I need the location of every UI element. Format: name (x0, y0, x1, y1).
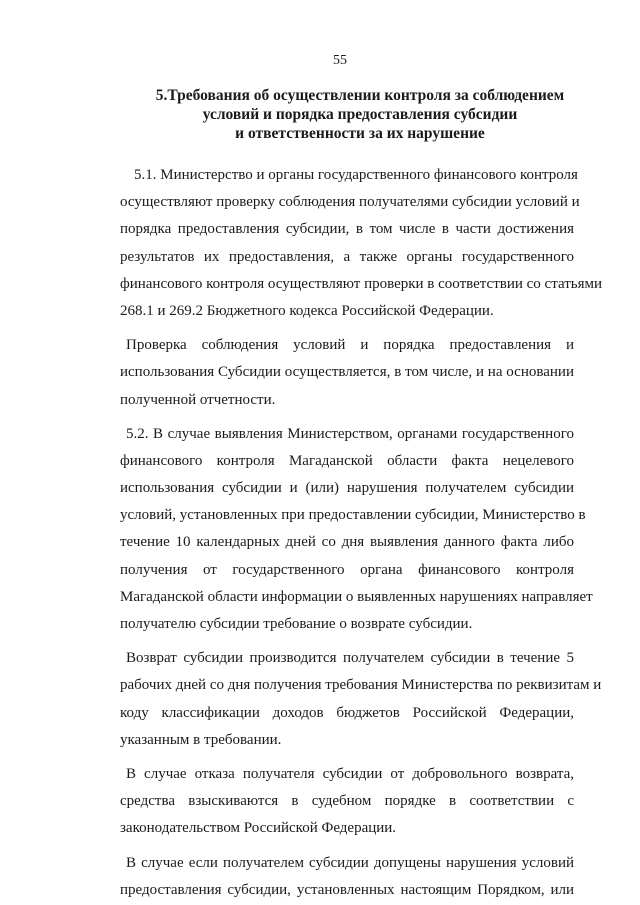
text-line: порядка предоставления субсидии, в том числе в части достижения (120, 221, 574, 238)
text-line: финансового контроля осуществляют проверки в соответствии со статьями (120, 275, 603, 292)
text-line: 5.1. Министерство и органы государственного финансового контроля (134, 167, 578, 183)
paragraph-5-2 (120, 421, 593, 639)
text-line: 5.2. В случае выявления Министерством, органами государственного (126, 425, 574, 442)
section-heading-line: условий и порядка предоставления субсидии (202, 106, 518, 123)
text-line: результатов их предоставления, а также органы государственного (120, 248, 574, 265)
text-line: осуществляют проверку соблюдения получателями субсидии условий и (120, 194, 580, 211)
text-line: Возврат субсидии производится получателем субсидии в течение 5 (126, 650, 574, 667)
page-number: 55 (333, 53, 347, 68)
text-line: Магаданской области информации о выявленных нарушениях направляет (120, 588, 593, 605)
text-line: указанным в требовании. (120, 731, 282, 748)
text-line: В случае если получателем субсидии допущены нарушения условий (126, 854, 574, 871)
text-line: коду классификации доходов бюджетов Российской Федерации, (120, 704, 574, 721)
text-line: получения от государственного органа финансового контроля (120, 561, 574, 578)
text-line: полученной отчетности. (120, 391, 276, 408)
text-line: условий, установленных при предоставлении субсидии, Министерство в (120, 507, 586, 524)
text-line: рабочих дней со дня получения требования Министерства по реквизитам и (120, 677, 602, 694)
text-line: предоставления субсидии, установленных настоящим Порядком, или (120, 881, 574, 898)
section-heading-line: 5.Требования об осуществлении контроля за соблюдением (155, 87, 565, 104)
text-line: использования субсидии и (или) нарушения получателем субсидии (120, 480, 574, 497)
paragraph-refusal (120, 761, 574, 843)
text-line: использования Субсидии осуществляется, в том числе, и на основании (120, 364, 574, 381)
section-heading-line: и ответственности за их нарушение (235, 125, 485, 142)
text-line: Проверка соблюдения условий и порядка предоставления и (126, 337, 574, 354)
text-line: 268.1 и 269.2 Бюджетного кодекса Российской Федерации. (120, 302, 494, 319)
paragraph-violations (120, 850, 574, 904)
text-line: финансового контроля Магаданской области факта нецелевого (120, 452, 574, 469)
text-line: средства взыскиваются в судебном порядке в соответствии с (120, 793, 574, 810)
paragraph-5-1 (120, 162, 603, 325)
section-heading (130, 86, 590, 143)
document-body (120, 162, 603, 904)
text-line: В случае отказа получателя субсидии от добровольного возврата, (126, 765, 574, 782)
paragraph-return (120, 645, 602, 754)
text-line: законодательством Российской Федерации. (120, 820, 397, 837)
paragraph-check (120, 332, 574, 414)
text-line: течение 10 календарных дней со дня выявления данного факта либо (120, 534, 574, 551)
text-line: получателю субсидии требование о возврате субсидии. (120, 616, 473, 632)
